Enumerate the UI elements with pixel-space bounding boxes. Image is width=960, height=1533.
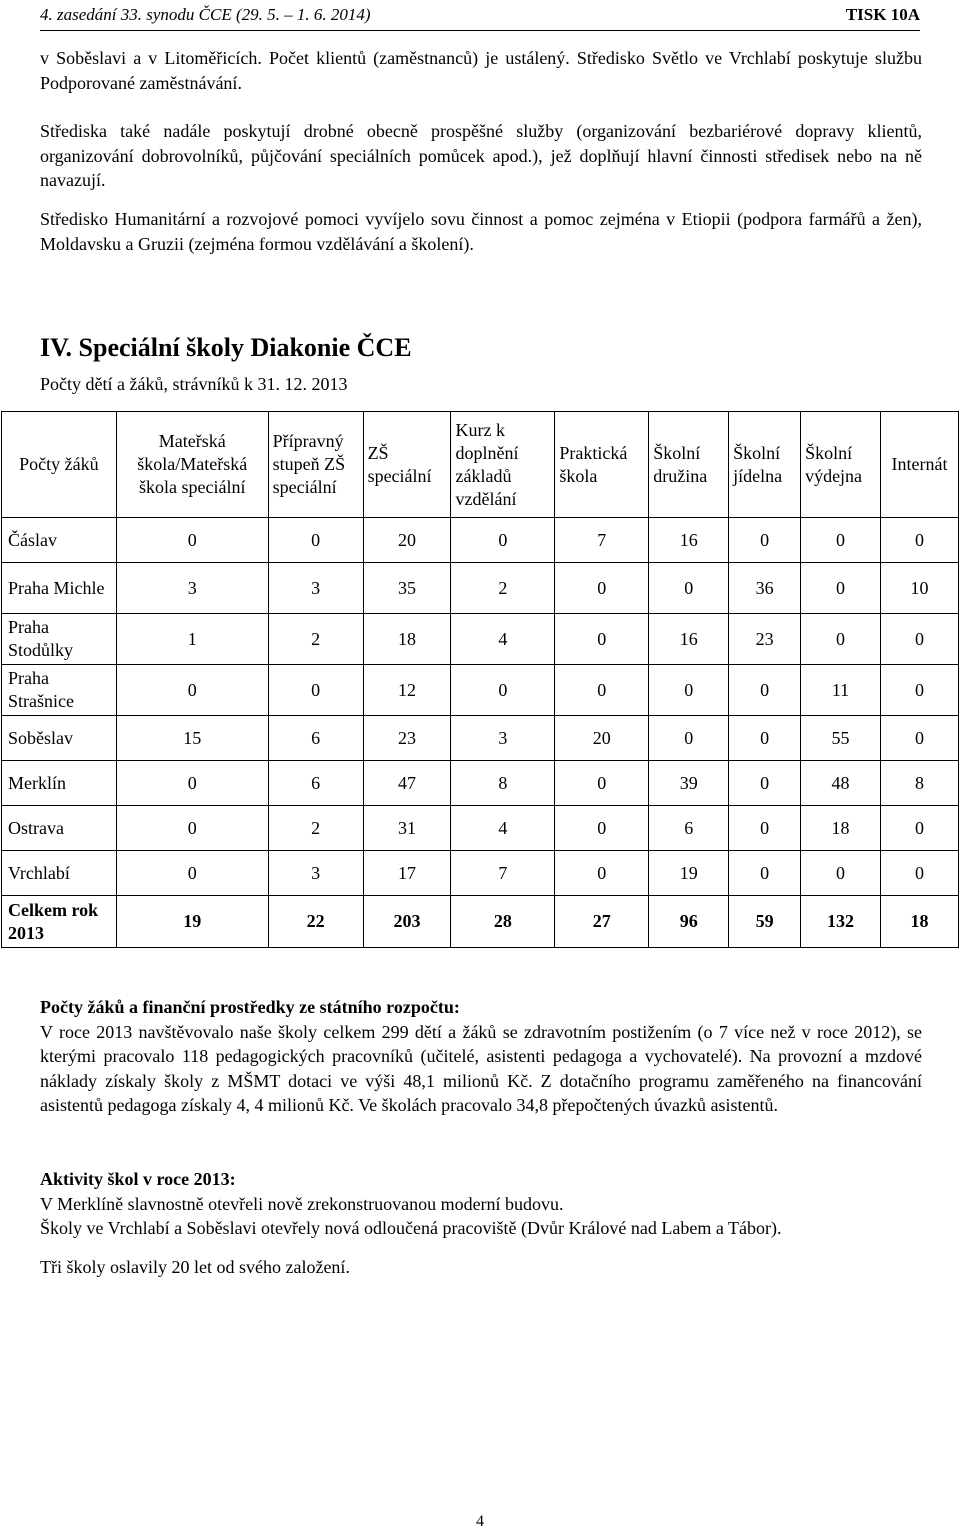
table-cell: 0 [880, 806, 958, 851]
table-cell: 0 [116, 761, 268, 806]
table-cell: 35 [363, 563, 451, 614]
table-row [2, 761, 959, 806]
row-label: Ostrava [2, 806, 117, 851]
table-cell: 18 [801, 806, 881, 851]
activity-line: V Merklíně slavnostně otevřeli nově zrekonstruovanou moderní budovu. [40, 1193, 564, 1214]
table-cell: 11 [801, 665, 881, 716]
activities-section [40, 1167, 922, 1279]
table-cell: 18 [363, 614, 451, 665]
table-cell: 0 [729, 665, 801, 716]
activity-line: Školy ve Vrchlabí a Soběslavi otevřely nová odloučená pracoviště (Dvůr Králové nad Labem a Tábor). [40, 1218, 782, 1238]
table-row [2, 806, 959, 851]
table-cell: 0 [801, 563, 881, 614]
table-cell: 0 [880, 665, 958, 716]
header-cell: Školní jídelna [729, 412, 801, 518]
header-cell: ZŠ speciální [363, 412, 451, 518]
table-cell: 6 [268, 761, 363, 806]
table-cell: 0 [555, 851, 649, 896]
table-cell: 0 [116, 806, 268, 851]
row-label: Vrchlabí [2, 851, 117, 896]
table-cell: 28 [451, 896, 555, 948]
table-cell: 0 [801, 614, 881, 665]
paragraph-3: Středisko Humanitární a rozvojové pomoci vyvíjelo sovu činnost a pomoc zejména v Etiopii (podpora farmářů a žen), Moldavsku a Gruzii (zejména formou vzdělávání a školení). [40, 209, 922, 254]
table-cell: 8 [880, 761, 958, 806]
paragraph-2: Střediska také nadále poskytují drobné obecně prospěšné služby (organizování bezbariérové dopravy klientů, organizování dobrovolníků, půjčování speciálních pomůcek apod.), jež doplňují hlavní činnosti středisek nebo na ně navazují. [40, 121, 922, 190]
header-cell: Školní družina [649, 412, 729, 518]
header-doc-id: TISK 10A [845, 5, 920, 24]
table-cell: 2 [451, 563, 555, 614]
table-cell: 3 [451, 716, 555, 761]
table-cell: 1 [116, 614, 268, 665]
table-cell: 0 [801, 851, 881, 896]
table-cell: 0 [555, 806, 649, 851]
activity-line: Tři školy oslavily 20 let od svého založení. [40, 1256, 350, 1277]
table-cell: 3 [116, 563, 268, 614]
table-cell: 0 [649, 563, 729, 614]
table-cell: 19 [649, 851, 729, 896]
table-header-row [2, 412, 959, 518]
table-cell: 47 [363, 761, 451, 806]
table-cell: 0 [880, 614, 958, 665]
table-cell: 0 [268, 665, 363, 716]
table-cell: 132 [801, 896, 881, 948]
table-cell: 203 [363, 896, 451, 948]
paragraph-1: v Soběslavi a v Litoměřicích. Počet klientů (zaměstnanců) je ustálený. Středisko Světlo ve Vrchlabí poskytuje službu Podporované zaměstnávání. [40, 48, 922, 93]
page-number: 4 [476, 1513, 484, 1530]
table-cell: 0 [729, 806, 801, 851]
table-cell: 27 [555, 896, 649, 948]
header-cell: Kurz k doplnění základů vzdělání [451, 412, 555, 518]
table-cell: 0 [451, 518, 555, 563]
schools-table [1, 411, 959, 948]
table-cell: 10 [880, 563, 958, 614]
table-cell: 7 [451, 851, 555, 896]
section-title: IV. Speciální školy Diakonie ČCE [40, 333, 412, 362]
header-cell: Internát [880, 412, 958, 518]
row-label: Praha Stodůlky [2, 614, 117, 665]
row-label: Praha Michle [2, 563, 117, 614]
header-rule [40, 30, 920, 31]
table-cell: 0 [555, 665, 649, 716]
table-cell: 0 [555, 563, 649, 614]
table-row [2, 851, 959, 896]
table-cell: 3 [268, 563, 363, 614]
table-cell: 6 [649, 806, 729, 851]
row-label: Praha Strašnice [2, 665, 117, 716]
table-cell: 59 [729, 896, 801, 948]
table-cell: 0 [555, 761, 649, 806]
table-cell: 3 [268, 851, 363, 896]
table-cell: 0 [801, 518, 881, 563]
table-cell: 55 [801, 716, 881, 761]
table-cell: 12 [363, 665, 451, 716]
table-cell: 8 [451, 761, 555, 806]
table-cell: 36 [729, 563, 801, 614]
table-cell: 23 [363, 716, 451, 761]
table-cell: 16 [649, 518, 729, 563]
table-cell: 39 [649, 761, 729, 806]
table-cell: 0 [880, 851, 958, 896]
table-cell: 4 [451, 806, 555, 851]
table-cell: 0 [729, 761, 801, 806]
table-cell: 0 [729, 716, 801, 761]
table-cell: 19 [116, 896, 268, 948]
table-cell: 0 [649, 665, 729, 716]
finance-section [40, 995, 922, 1118]
header-cell: Mateřská škola/Mateřská škola speciální [116, 412, 268, 518]
table-cell: 0 [116, 518, 268, 563]
table-row [2, 563, 959, 614]
table-cell: 20 [363, 518, 451, 563]
table-row [2, 518, 959, 563]
table-cell: 0 [451, 665, 555, 716]
table-cell: 48 [801, 761, 881, 806]
table-cell: 0 [729, 518, 801, 563]
table-cell: 0 [268, 518, 363, 563]
table-cell: 96 [649, 896, 729, 948]
row-label: Soběslav [2, 716, 117, 761]
finance-text: V roce 2013 navštěvovalo naše školy celkem 299 dětí a žáků se zdravotním postižením (o 7 více než v roce 2012), se kterými pracovalo 118 pedagogických pracovníků (učitelé, asistenti pedagoga a vychovatelé). Na provozní a mzdové náklady získaly školy z MŠMT dotaci ve výši 48,1 milionů Kč. Z dotačního programu zaměřeného na financování asistentů pedagoga získaly 4, 4 milionů Kč. Ve školách pracovalo 34,8 přepočtených úvazků asistentů. [40, 1021, 922, 1115]
table-total-row [2, 896, 959, 948]
header-cell: Školní výdejna [801, 412, 881, 518]
table-cell: 4 [451, 614, 555, 665]
page-header [40, 4, 920, 26]
table-cell: 0 [880, 518, 958, 563]
row-label: Celkem rok 2013 [2, 896, 117, 948]
table-cell: 6 [268, 716, 363, 761]
header-title: 4. zasedání 33. synodu ČCE (29. 5. – 1. 6. 2014) [40, 5, 371, 24]
header-cell: Praktická škola [555, 412, 649, 518]
activities-title: Aktivity škol v roce 2013: [40, 1169, 236, 1189]
table-cell: 16 [649, 614, 729, 665]
table-row [2, 665, 959, 716]
table-cell: 2 [268, 614, 363, 665]
table-cell: 18 [880, 896, 958, 948]
table-cell: 22 [268, 896, 363, 948]
table-cell: 15 [116, 716, 268, 761]
table-cell: 0 [729, 851, 801, 896]
table-cell: 20 [555, 716, 649, 761]
table-cell: 2 [268, 806, 363, 851]
row-label: Merklín [2, 761, 117, 806]
table-row [2, 716, 959, 761]
table-cell: 0 [649, 716, 729, 761]
table-cell: 0 [555, 614, 649, 665]
table-cell: 31 [363, 806, 451, 851]
section-subtitle: Počty dětí a žáků, strávníků k 31. 12. 2013 [40, 374, 348, 394]
table-cell: 0 [880, 716, 958, 761]
table-cell: 0 [116, 665, 268, 716]
table-cell: 23 [729, 614, 801, 665]
table-cell: 17 [363, 851, 451, 896]
table-row [2, 614, 959, 665]
table-cell: 7 [555, 518, 649, 563]
finance-title: Počty žáků a finanční prostředky ze státního rozpočtu: [40, 997, 460, 1017]
table-cell: 0 [116, 851, 268, 896]
header-cell: Přípravný stupeň ZŠ speciální [268, 412, 363, 518]
header-cell: Počty žáků [2, 412, 117, 518]
row-label: Čáslav [2, 518, 117, 563]
